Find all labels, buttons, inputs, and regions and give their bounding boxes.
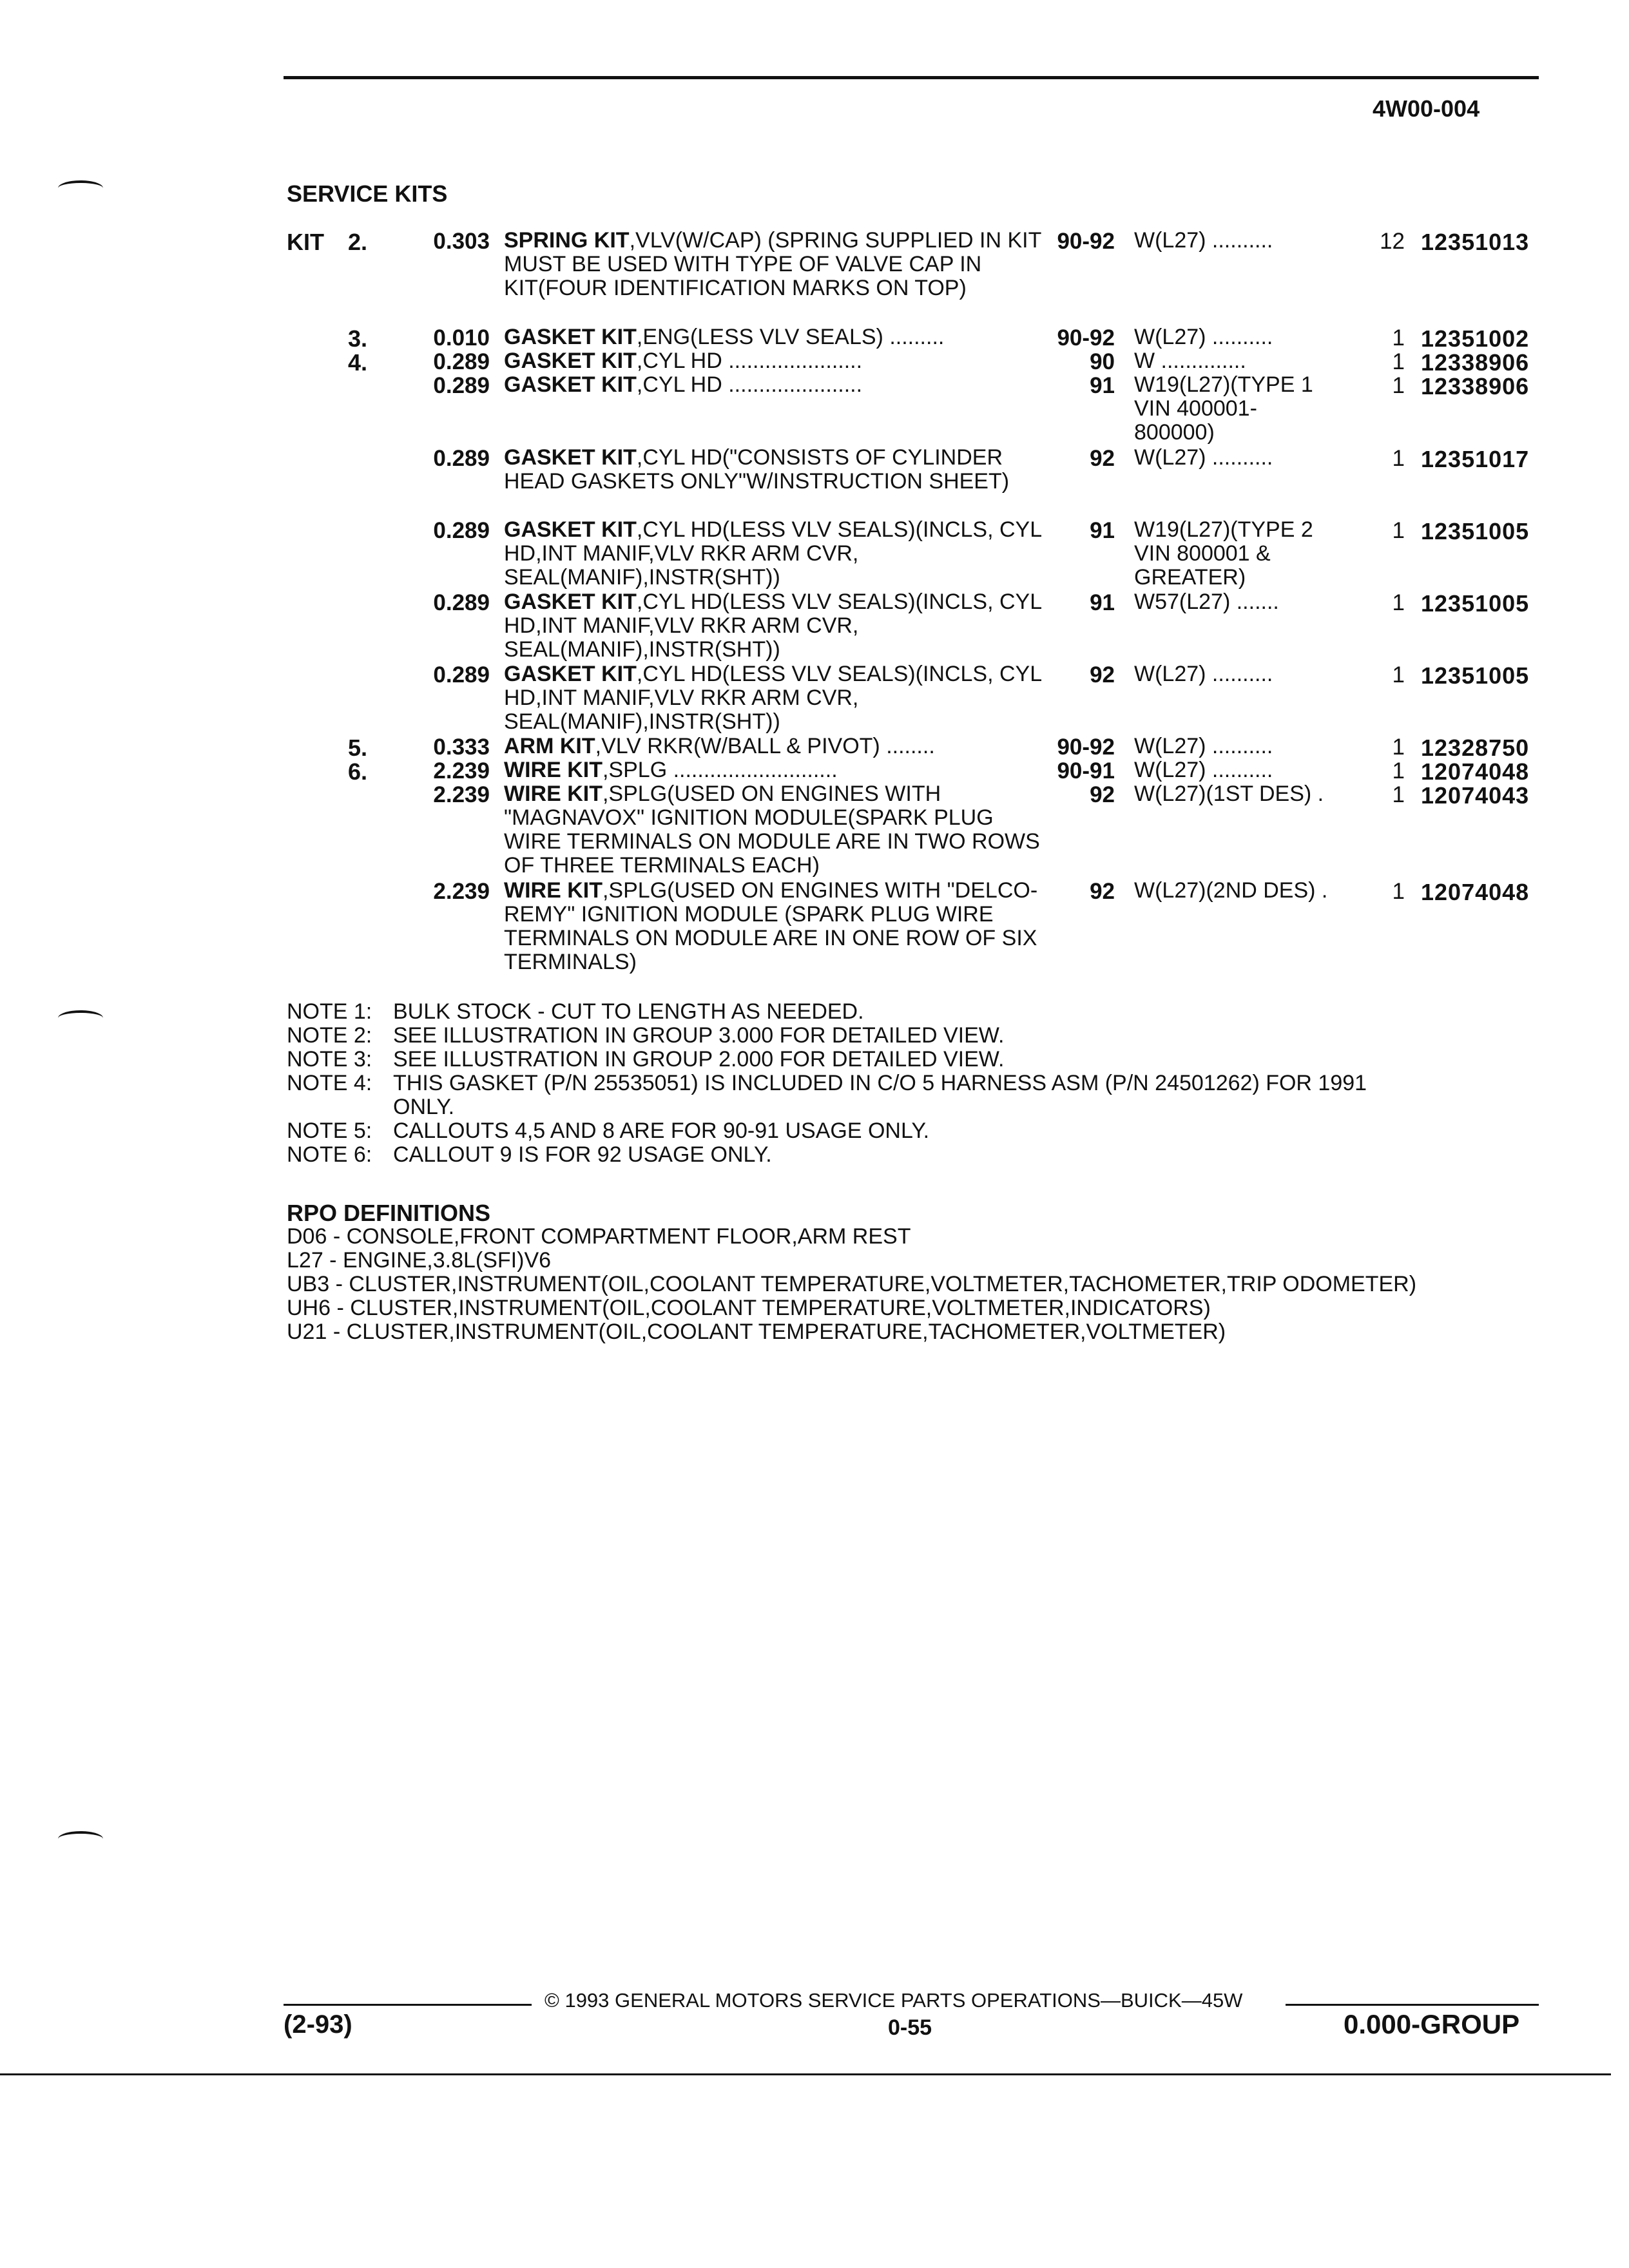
usage: W19(L27)(TYPE 1 VIN 400001- 800000) <box>1134 372 1313 445</box>
note-4 <box>287 1071 1367 1119</box>
group-number: 0.303 <box>433 229 490 254</box>
callout-number: 2. <box>347 229 367 255</box>
part-detail: ,ENG(LESS VLV SEALS) ......... <box>636 325 945 349</box>
group-label: 0.000-GROUP <box>1344 2009 1520 2039</box>
part-detail: ,CYL HD(LESS VLV SEALS)(INCLS, CYL HD,INT MANIF,VLV RKR ARM CVR, SEAL(MANIF),INSTR(SHT)) <box>504 590 1041 662</box>
note-text: BULK STOCK - CUT TO LENGTH AS NEEDED. <box>393 999 864 1024</box>
quantity: 1 <box>1392 349 1405 374</box>
part-number: 12351002 <box>1421 325 1530 352</box>
part-number: 12351017 <box>1421 446 1530 472</box>
part-name: GASKET KIT <box>504 349 637 373</box>
note-text: CALLOUT 9 IS FOR 92 USAGE ONLY. <box>393 1142 772 1167</box>
part-name: GASKET KIT <box>504 517 637 542</box>
part-name: GASKET KIT <box>504 662 637 686</box>
usage: W57(L27) ....... <box>1134 590 1279 614</box>
part-description <box>504 373 1045 397</box>
rpo-item: L27 - ENGINE,3.8L(SFI)V6 <box>287 1248 552 1273</box>
note-label: NOTE 6: <box>287 1142 372 1167</box>
callout-number: 4. <box>347 349 367 376</box>
callout-number: 6. <box>347 758 367 785</box>
model-year: 90-91 <box>1057 758 1115 783</box>
part-description <box>504 325 1045 349</box>
part-number: 12338906 <box>1421 373 1530 399</box>
note-label: NOTE 4: <box>287 1071 372 1095</box>
callout-number: 5. <box>347 735 367 761</box>
quantity: 1 <box>1392 758 1405 783</box>
quantity: 1 <box>1392 662 1405 687</box>
part-detail: ,CYL HD ...................... <box>636 349 863 373</box>
usage: W(L27) .......... <box>1134 228 1273 253</box>
note-text: SEE ILLUSTRATION IN GROUP 3.000 FOR DETAILED VIEW. <box>393 1023 1005 1048</box>
group-number: 0.289 <box>433 518 490 543</box>
part-number: 12351005 <box>1421 662 1530 689</box>
note-label: NOTE 5: <box>287 1119 372 1143</box>
note-text: SEE ILLUSTRATION IN GROUP 2.000 FOR DETAILED VIEW. <box>393 1047 1005 1072</box>
part-description <box>504 446 1045 494</box>
model-year: 92 <box>1090 782 1115 807</box>
group-number: 0.289 <box>433 373 490 398</box>
note-3 <box>287 1047 1005 1072</box>
note-5 <box>287 1119 930 1143</box>
usage: W(L27) .......... <box>1134 662 1273 686</box>
usage: W19(L27)(TYPE 2 VIN 800001 & GREATER) <box>1134 517 1313 590</box>
footer-rule-left <box>284 2004 532 2006</box>
usage: W(L27)(1ST DES) . <box>1134 782 1324 806</box>
usage: W(L27) .......... <box>1134 445 1273 470</box>
part-number: 12074048 <box>1421 758 1530 785</box>
part-description <box>504 879 1045 974</box>
quantity: 12 <box>1380 229 1405 254</box>
usage: W .............. <box>1134 349 1246 373</box>
rpo-item: UB3 - CLUSTER,INSTRUMENT(OIL,COOLANT TEMPERATURE,VOLTMETER,TACHOMETER,TRIP ODOMETER) <box>287 1272 1417 1296</box>
model-year: 91 <box>1090 590 1115 615</box>
model-year: 90-92 <box>1057 735 1115 760</box>
footer-rule-right <box>1286 2004 1539 2006</box>
note-text: THIS GASKET (P/N 25535051) IS INCLUDED IN C/O 5 HARNESS ASM (P/N 24501262) FOR 1991 <box>393 1071 1367 1095</box>
usage: W(L27) .......... <box>1134 734 1273 758</box>
part-name: GASKET KIT <box>504 372 637 397</box>
part-detail: ,CYL HD ...................... <box>636 372 863 397</box>
bottom-rule <box>0 2073 1611 2075</box>
usage: W(L27)(2ND DES) . <box>1134 878 1328 903</box>
note-label: NOTE 2: <box>287 1023 372 1048</box>
document-id: 4W00-004 <box>1373 95 1480 122</box>
part-description <box>504 662 1045 734</box>
note-text: CALLOUTS 4,5 AND 8 ARE FOR 90-91 USAGE ONLY. <box>393 1119 930 1143</box>
part-detail: ,SPLG ........................... <box>602 758 838 782</box>
quantity: 1 <box>1392 325 1405 351</box>
section-title: SERVICE KITS <box>287 180 448 207</box>
model-year: 90-92 <box>1057 325 1115 351</box>
group-number: 0.289 <box>433 590 490 615</box>
part-number: 12074043 <box>1421 782 1530 809</box>
rpo-item: UH6 - CLUSTER,INSTRUMENT(OIL,COOLANT TEMPERATURE,VOLTMETER,INDICATORS) <box>287 1296 1211 1320</box>
part-number: 12351013 <box>1421 229 1530 255</box>
part-name: GASKET KIT <box>504 590 637 614</box>
part-detail: ,CYL HD("CONSISTS OF CYLINDER HEAD GASKETS ONLY"W/INSTRUCTION SHEET) <box>504 445 1010 494</box>
footer-date: (2-93) <box>284 2010 352 2039</box>
part-number: 12338906 <box>1421 349 1530 376</box>
quantity: 1 <box>1392 590 1405 615</box>
note-label: NOTE 1: <box>287 999 372 1024</box>
model-year: 92 <box>1090 879 1115 904</box>
note-1 <box>287 999 864 1024</box>
model-year: 90-92 <box>1057 229 1115 254</box>
part-name: SPRING KIT <box>504 228 630 253</box>
quantity: 1 <box>1392 735 1405 760</box>
part-name: GASKET KIT <box>504 325 637 349</box>
part-description <box>504 349 1045 373</box>
part-number: 12328750 <box>1421 735 1530 761</box>
model-year: 91 <box>1090 518 1115 543</box>
model-year: 92 <box>1090 662 1115 687</box>
model-year: 92 <box>1090 446 1115 471</box>
part-name: ARM KIT <box>504 734 595 758</box>
note-6 <box>287 1142 772 1167</box>
quantity: 1 <box>1392 518 1405 543</box>
group-number: 2.239 <box>433 782 490 807</box>
group-number: 0.010 <box>433 325 490 351</box>
part-name: WIRE KIT <box>504 782 602 806</box>
part-description <box>504 229 1045 300</box>
note-label: NOTE 3: <box>287 1047 372 1072</box>
rpo-item: U21 - CLUSTER,INSTRUMENT(OIL,COOLANT TEMPERATURE,TACHOMETER,VOLTMETER) <box>287 1320 1226 1344</box>
part-name: WIRE KIT <box>504 758 602 782</box>
model-year: 91 <box>1090 373 1115 398</box>
group-number: 0.289 <box>433 662 490 687</box>
part-number: 12351005 <box>1421 518 1530 544</box>
group-number: 0.289 <box>433 446 490 471</box>
rpo-item: D06 - CONSOLE,FRONT COMPARTMENT FLOOR,ARM REST <box>287 1224 911 1249</box>
part-description <box>504 590 1045 662</box>
part-number: 12351005 <box>1421 590 1530 617</box>
note-continuation: ONLY. <box>393 1095 455 1119</box>
group-number: 0.333 <box>433 735 490 760</box>
group-number: 2.239 <box>433 758 490 783</box>
quantity: 1 <box>1392 373 1405 398</box>
page-number: 0-55 <box>888 2015 932 2040</box>
part-detail: ,VLV RKR(W/BALL & PIVOT) ........ <box>595 734 935 758</box>
part-detail: ,CYL HD(LESS VLV SEALS)(INCLS, CYL HD,INT MANIF,VLV RKR ARM CVR, SEAL(MANIF),INSTR(SHT)) <box>504 517 1041 590</box>
group-number: 0.289 <box>433 349 490 374</box>
model-year: 90 <box>1090 349 1115 374</box>
part-number: 12074048 <box>1421 879 1530 905</box>
part-detail: ,CYL HD(LESS VLV SEALS)(INCLS, CYL HD,INT MANIF,VLV RKR ARM CVR, SEAL(MANIF),INSTR(SHT)) <box>504 662 1041 734</box>
part-name: GASKET KIT <box>504 445 637 470</box>
part-description <box>504 758 1045 782</box>
quantity: 1 <box>1392 782 1405 807</box>
quantity: 1 <box>1392 879 1405 904</box>
usage: W(L27) .......... <box>1134 758 1273 782</box>
part-detail: ,SPLG(USED ON ENGINES WITH "MAGNAVOX" IGNITION MODULE(SPARK PLUG WIRE TERMINALS ON MODULE ARE IN TWO ROWS OF THREE TERMINALS EACH) <box>504 782 1040 878</box>
part-name: WIRE KIT <box>504 878 602 903</box>
part-detail: ,SPLG(USED ON ENGINES WITH "DELCO-REMY" IGNITION MODULE (SPARK PLUG WIRE TERMINALS ON MODULE ARE IN ONE ROW OF SIX TERMINALS) <box>504 878 1038 974</box>
kit-label: KIT <box>287 229 324 255</box>
usage: W(L27) .......... <box>1134 325 1273 349</box>
top-rule <box>284 76 1539 79</box>
part-description <box>504 735 1045 758</box>
part-description <box>504 782 1045 878</box>
callout-number: 3. <box>347 325 367 352</box>
part-detail: ,VLV(W/CAP) (SPRING SUPPLIED IN KIT MUST BE USED WITH TYPE OF VALVE CAP IN KIT(FOUR IDENTIFICATION MARKS ON TOP) <box>504 228 1041 300</box>
part-description <box>504 518 1045 590</box>
quantity: 1 <box>1392 446 1405 471</box>
note-2 <box>287 1023 1005 1048</box>
group-number: 2.239 <box>433 879 490 904</box>
footer-copyright: © 1993 GENERAL MOTORS SERVICE PARTS OPERATIONS—BUICK—45W <box>545 1989 1243 2012</box>
punch-mark-bottom <box>58 1831 103 1847</box>
punch-mark-top <box>58 180 103 196</box>
rpo-title: RPO DEFINITIONS <box>287 1200 491 1226</box>
punch-mark-middle <box>58 1010 103 1026</box>
